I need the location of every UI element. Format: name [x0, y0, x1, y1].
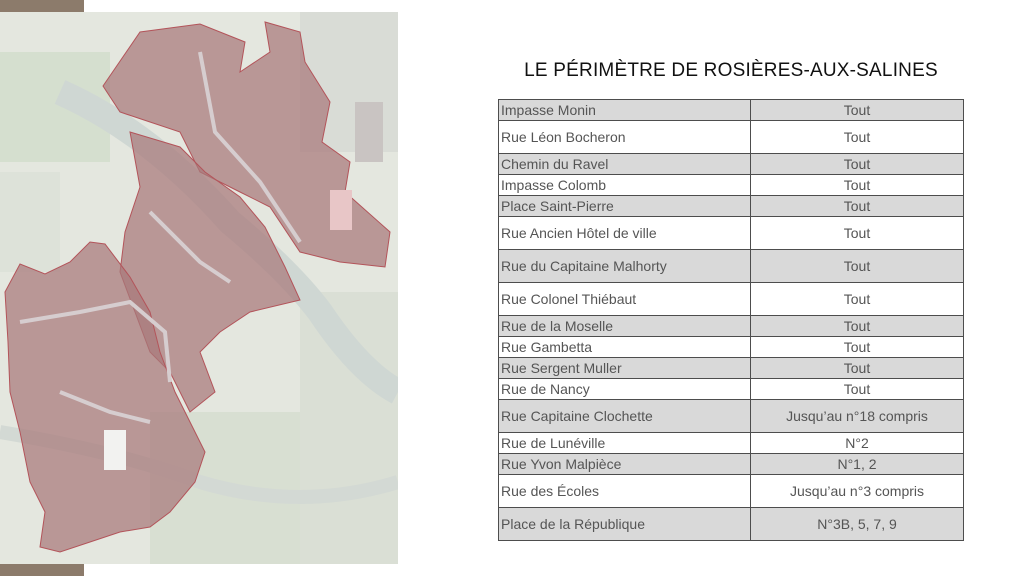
scope-cell: N°3B, 5, 7, 9: [751, 508, 964, 541]
table-row: [499, 250, 964, 283]
street-name-cell: Rue des Écoles: [499, 475, 751, 508]
scope-cell: Tout: [751, 316, 964, 337]
scope-cell: Jusqu’au n°18 compris: [751, 400, 964, 433]
scope-cell: Tout: [751, 154, 964, 175]
street-name-cell: Impasse Colomb: [499, 175, 751, 196]
page-title: LE PÉRIMÈTRE DE ROSIÈRES-AUX-SALINES: [524, 60, 938, 81]
street-name-cell: Rue du Capitaine Malhorty: [499, 250, 751, 283]
street-name-cell: Impasse Monin: [499, 100, 751, 121]
scope-cell: N°2: [751, 433, 964, 454]
table-row: [499, 316, 964, 337]
scope-cell: N°1, 2: [751, 454, 964, 475]
table-row: [499, 154, 964, 175]
scope-cell: Tout: [751, 121, 964, 154]
scope-cell: Jusqu’au n°3 compris: [751, 475, 964, 508]
table-row: [499, 121, 964, 154]
street-name-cell: Rue de la Moselle: [499, 316, 751, 337]
street-name-cell: Rue Capitaine Clochette: [499, 400, 751, 433]
map-image: [0, 12, 398, 564]
table-row: [499, 454, 964, 475]
table-row: [499, 433, 964, 454]
street-name-cell: Rue Gambetta: [499, 337, 751, 358]
street-name-cell: Place de la République: [499, 508, 751, 541]
bottom-accent-bar: [0, 564, 84, 576]
street-name-cell: Rue Colonel Thiébaut: [499, 283, 751, 316]
street-name-cell: Rue Yvon Malpièce: [499, 454, 751, 475]
scope-cell: Tout: [751, 250, 964, 283]
table-row: [499, 100, 964, 121]
scope-cell: Tout: [751, 196, 964, 217]
scope-cell: Tout: [751, 283, 964, 316]
scope-cell: Tout: [751, 379, 964, 400]
street-name-cell: Rue Ancien Hôtel de ville: [499, 217, 751, 250]
street-name-cell: Rue Sergent Muller: [499, 358, 751, 379]
table-row: [499, 196, 964, 217]
perimeter-table: [498, 99, 964, 541]
table-row: [499, 175, 964, 196]
table-row: [499, 508, 964, 541]
scope-cell: Tout: [751, 100, 964, 121]
street-name-cell: Chemin du Ravel: [499, 154, 751, 175]
table-row: [499, 283, 964, 316]
scope-cell: Tout: [751, 217, 964, 250]
street-name-cell: Rue Léon Bocheron: [499, 121, 751, 154]
table-row: [499, 358, 964, 379]
table-row: [499, 217, 964, 250]
scope-cell: Tout: [751, 358, 964, 379]
street-name-cell: Rue de Lunéville: [499, 433, 751, 454]
scope-cell: Tout: [751, 337, 964, 358]
table-row: [499, 337, 964, 358]
table-row: [499, 475, 964, 508]
scope-cell: Tout: [751, 175, 964, 196]
street-name-cell: Rue de Nancy: [499, 379, 751, 400]
table-row: [499, 379, 964, 400]
street-name-cell: Place Saint-Pierre: [499, 196, 751, 217]
top-accent-bar: [0, 0, 84, 12]
table-row: [499, 400, 964, 433]
aerial-map: [0, 12, 398, 564]
